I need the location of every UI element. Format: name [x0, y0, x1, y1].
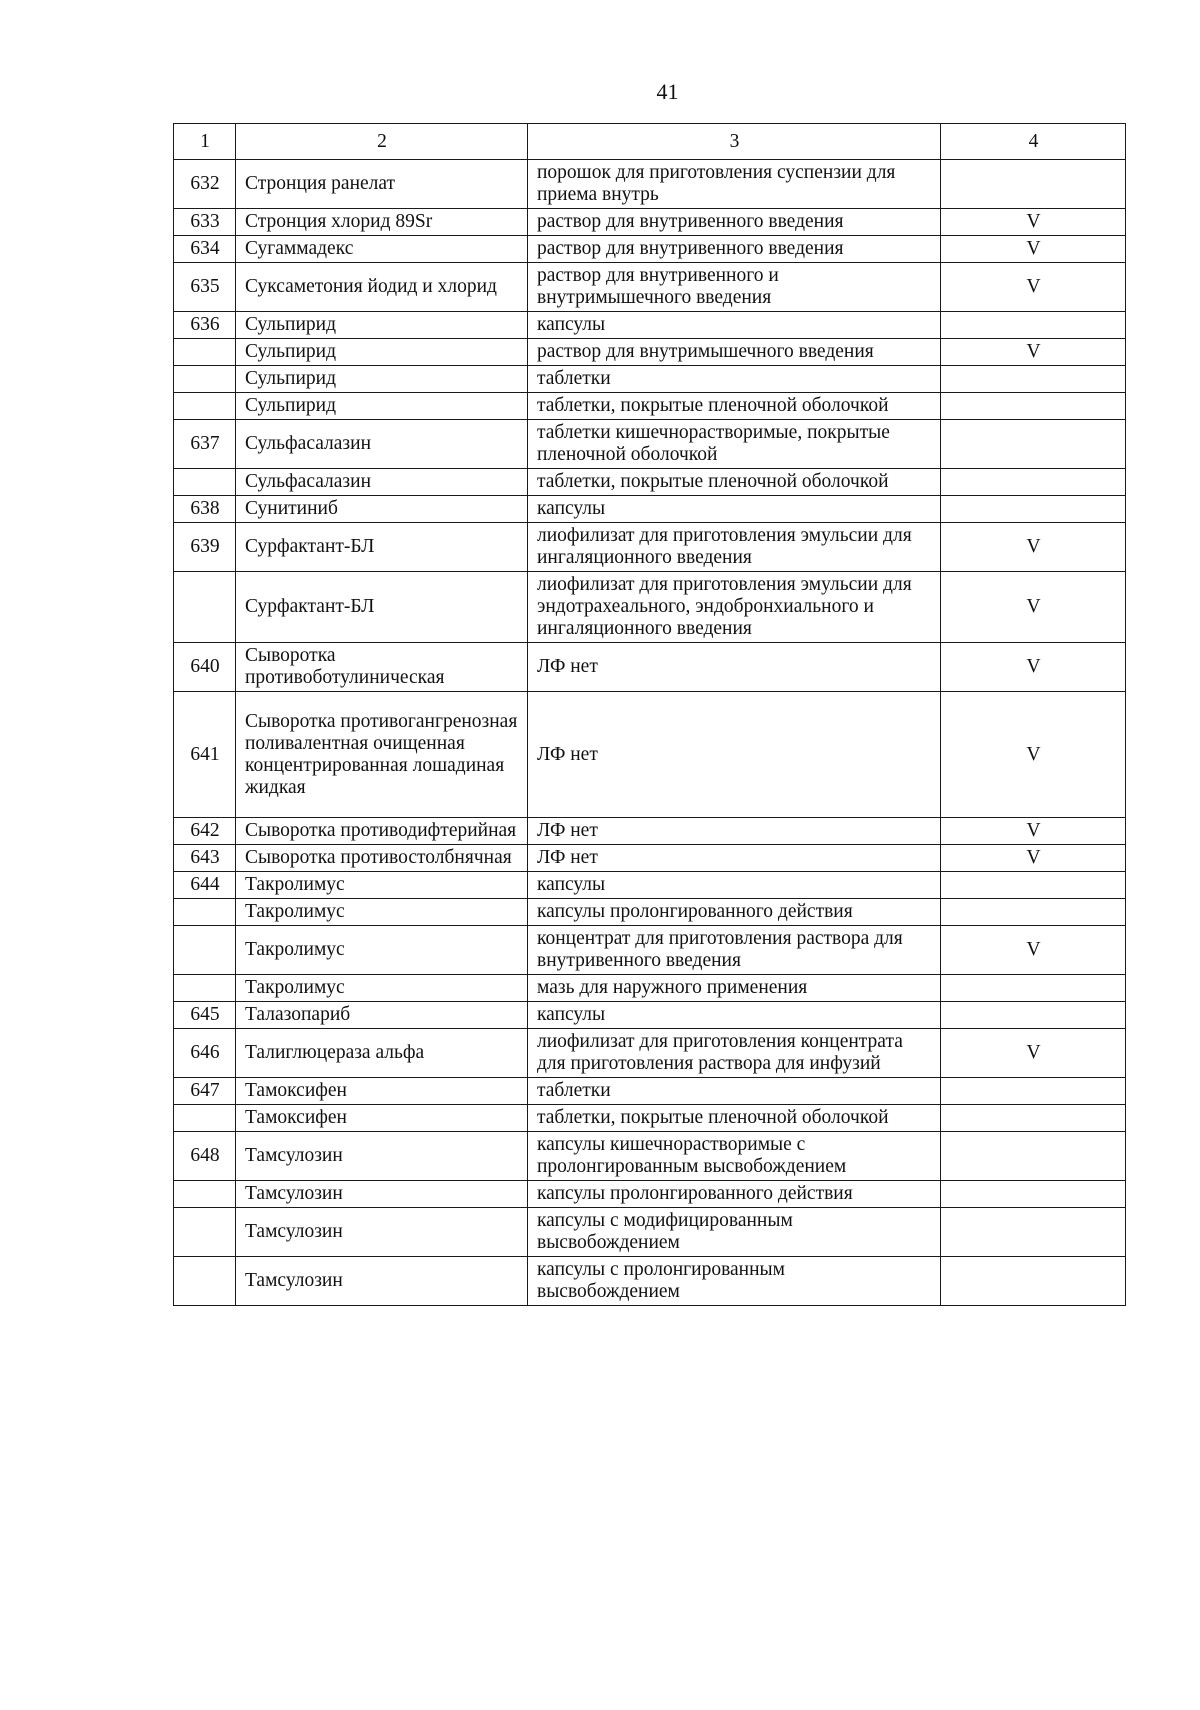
drug-name: Такролимус: [236, 926, 528, 975]
dosage-form: ЛФ нет: [528, 818, 941, 845]
mark-cell: V: [941, 236, 1126, 263]
table-row: [174, 818, 1126, 845]
mark-cell: [941, 420, 1126, 469]
dosage-form: капсулы с пролонгированным высвобождением: [528, 1257, 941, 1306]
dosage-form: капсулы: [528, 312, 941, 339]
row-number: 636: [174, 312, 236, 339]
table-row: [174, 1078, 1126, 1105]
dosage-form: раствор для внутривенного введения: [528, 209, 941, 236]
dosage-form: таблетки кишечнорастворимые, покрытые пленочной оболочкой: [528, 420, 941, 469]
dosage-form: таблетки, покрытые пленочной оболочкой: [528, 393, 941, 420]
row-number: 639: [174, 523, 236, 572]
dosage-form: ЛФ нет: [528, 692, 941, 818]
dosage-form: раствор для внутривенного введения: [528, 236, 941, 263]
drug-name: Талазопариб: [236, 1002, 528, 1029]
mark-cell: [941, 469, 1126, 496]
row-number: [174, 1181, 236, 1208]
mark-cell: V: [941, 926, 1126, 975]
table-row: [174, 1132, 1126, 1181]
table-row: [174, 572, 1126, 643]
row-number: 645: [174, 1002, 236, 1029]
mark-cell: V: [941, 1029, 1126, 1078]
row-number: 638: [174, 496, 236, 523]
mark-cell: [941, 899, 1126, 926]
mark-cell: [941, 393, 1126, 420]
row-number: [174, 339, 236, 366]
row-number: 634: [174, 236, 236, 263]
drug-table: [173, 123, 1126, 1306]
mark-cell: [941, 1002, 1126, 1029]
drug-name: Талиглюцераза альфа: [236, 1029, 528, 1078]
dosage-form: лиофилизат для приготовления эмульсии для эндотрахеального, эндобронхиального и ингаляционного введения: [528, 572, 941, 643]
mark-cell: V: [941, 263, 1126, 312]
table-row: [174, 1257, 1126, 1306]
row-number: [174, 572, 236, 643]
row-number: [174, 926, 236, 975]
drug-name: Сугаммадекс: [236, 236, 528, 263]
dosage-form: таблетки: [528, 366, 941, 393]
drug-name: Тамоксифен: [236, 1078, 528, 1105]
row-number: [174, 1257, 236, 1306]
table-row: [174, 899, 1126, 926]
mark-cell: [941, 1181, 1126, 1208]
dosage-form: капсулы: [528, 872, 941, 899]
row-number: 644: [174, 872, 236, 899]
drug-name: Такролимус: [236, 975, 528, 1002]
drug-name: Стронция хлорид 89Sr: [236, 209, 528, 236]
dosage-form: капсулы: [528, 1002, 941, 1029]
table-row: [174, 692, 1126, 818]
drug-name: Стронция ранелат: [236, 160, 528, 209]
row-number: 637: [174, 420, 236, 469]
table-row: [174, 209, 1126, 236]
table-row: [174, 1002, 1126, 1029]
table-row: [174, 236, 1126, 263]
column-header: 1: [174, 124, 236, 160]
row-number: 641: [174, 692, 236, 818]
drug-name: Сульпирид: [236, 339, 528, 366]
drug-name: Сульфасалазин: [236, 469, 528, 496]
table-row: [174, 1029, 1126, 1078]
mark-cell: [941, 366, 1126, 393]
row-number: 647: [174, 1078, 236, 1105]
drug-name: Сульпирид: [236, 312, 528, 339]
dosage-form: капсулы с модифицированным высвобождением: [528, 1208, 941, 1257]
table-row: [174, 312, 1126, 339]
drug-name: Сунитиниб: [236, 496, 528, 523]
table-row: [174, 523, 1126, 572]
drug-name: Сыворотка противодифтерийная: [236, 818, 528, 845]
dosage-form: таблетки, покрытые пленочной оболочкой: [528, 1105, 941, 1132]
row-number: [174, 366, 236, 393]
drug-name: Тамсулозин: [236, 1132, 528, 1181]
mark-cell: V: [941, 818, 1126, 845]
column-header: 2: [236, 124, 528, 160]
dosage-form: раствор для внутривенного и внутримышечного введения: [528, 263, 941, 312]
drug-name: Сульфасалазин: [236, 420, 528, 469]
row-number: [174, 899, 236, 926]
table-row: [174, 1208, 1126, 1257]
drug-name: Сыворотка противогангренозная поливалентная очищенная концентрированная лошадиная жидкая: [236, 692, 528, 818]
drug-name: Сульпирид: [236, 393, 528, 420]
mark-cell: V: [941, 845, 1126, 872]
dosage-form: ЛФ нет: [528, 845, 941, 872]
dosage-form: капсулы пролонгированного действия: [528, 1181, 941, 1208]
dosage-form: раствор для внутримышечного введения: [528, 339, 941, 366]
row-number: 635: [174, 263, 236, 312]
dosage-form: ЛФ нет: [528, 643, 941, 692]
table-row: [174, 469, 1126, 496]
dosage-form: порошок для приготовления суспензии для приема внутрь: [528, 160, 941, 209]
row-number: [174, 469, 236, 496]
table-row: [174, 975, 1126, 1002]
table-row: [174, 420, 1126, 469]
dosage-form: лиофилизат для приготовления эмульсии для ингаляционного введения: [528, 523, 941, 572]
table-row: [174, 1105, 1126, 1132]
mark-cell: [941, 872, 1126, 899]
row-number: [174, 975, 236, 1002]
table-row: [174, 643, 1126, 692]
dosage-form: мазь для наружного применения: [528, 975, 941, 1002]
drug-name: Тамсулозин: [236, 1208, 528, 1257]
drug-name: Такролимус: [236, 899, 528, 926]
mark-cell: [941, 1105, 1126, 1132]
page-number: 41: [656, 79, 679, 104]
mark-cell: [941, 1257, 1126, 1306]
mark-cell: V: [941, 643, 1126, 692]
table-row: [174, 160, 1126, 209]
table-row: [174, 1181, 1126, 1208]
drug-name: Суксаметония йодид и хлорид: [236, 263, 528, 312]
mark-cell: V: [941, 692, 1126, 818]
table-header-row: [174, 124, 1126, 160]
row-number: 648: [174, 1132, 236, 1181]
row-number: 643: [174, 845, 236, 872]
row-number: 640: [174, 643, 236, 692]
column-header: 4: [941, 124, 1126, 160]
row-number: [174, 1208, 236, 1257]
mark-cell: V: [941, 523, 1126, 572]
drug-name: Сурфактант-БЛ: [236, 572, 528, 643]
table-row: [174, 393, 1126, 420]
drug-name: Такролимус: [236, 872, 528, 899]
mark-cell: V: [941, 572, 1126, 643]
row-number: 633: [174, 209, 236, 236]
table-row: [174, 339, 1126, 366]
mark-cell: [941, 1132, 1126, 1181]
drug-name: Сыворотка противостолбнячная: [236, 845, 528, 872]
row-number: 646: [174, 1029, 236, 1078]
table-row: [174, 845, 1126, 872]
table-row: [174, 872, 1126, 899]
mark-cell: [941, 496, 1126, 523]
dosage-form: лиофилизат для приготовления концентрата для приготовления раствора для инфузий: [528, 1029, 941, 1078]
drug-name: Сыворотка противоботулиническая: [236, 643, 528, 692]
drug-name: Сульпирид: [236, 366, 528, 393]
dosage-form: таблетки, покрытые пленочной оболочкой: [528, 469, 941, 496]
mark-cell: [941, 1208, 1126, 1257]
row-number: 632: [174, 160, 236, 209]
table-row: [174, 926, 1126, 975]
mark-cell: [941, 975, 1126, 1002]
drug-name: Тамсулозин: [236, 1257, 528, 1306]
drug-name: Сурфактант-БЛ: [236, 523, 528, 572]
table-body: [174, 160, 1126, 1306]
row-number: [174, 1105, 236, 1132]
drug-name: Тамсулозин: [236, 1181, 528, 1208]
drug-name: Тамоксифен: [236, 1105, 528, 1132]
mark-cell: V: [941, 339, 1126, 366]
mark-cell: V: [941, 209, 1126, 236]
row-number: 642: [174, 818, 236, 845]
table-row: [174, 496, 1126, 523]
table-row: [174, 263, 1126, 312]
dosage-form: таблетки: [528, 1078, 941, 1105]
dosage-form: капсулы: [528, 496, 941, 523]
table-row: [174, 366, 1126, 393]
dosage-form: концентрат для приготовления раствора для внутривенного введения: [528, 926, 941, 975]
mark-cell: [941, 312, 1126, 339]
row-number: [174, 393, 236, 420]
dosage-form: капсулы кишечнорастворимые с пролонгированным высвобождением: [528, 1132, 941, 1181]
mark-cell: [941, 1078, 1126, 1105]
dosage-form: капсулы пролонгированного действия: [528, 899, 941, 926]
mark-cell: [941, 160, 1126, 209]
column-header: 3: [528, 124, 941, 160]
